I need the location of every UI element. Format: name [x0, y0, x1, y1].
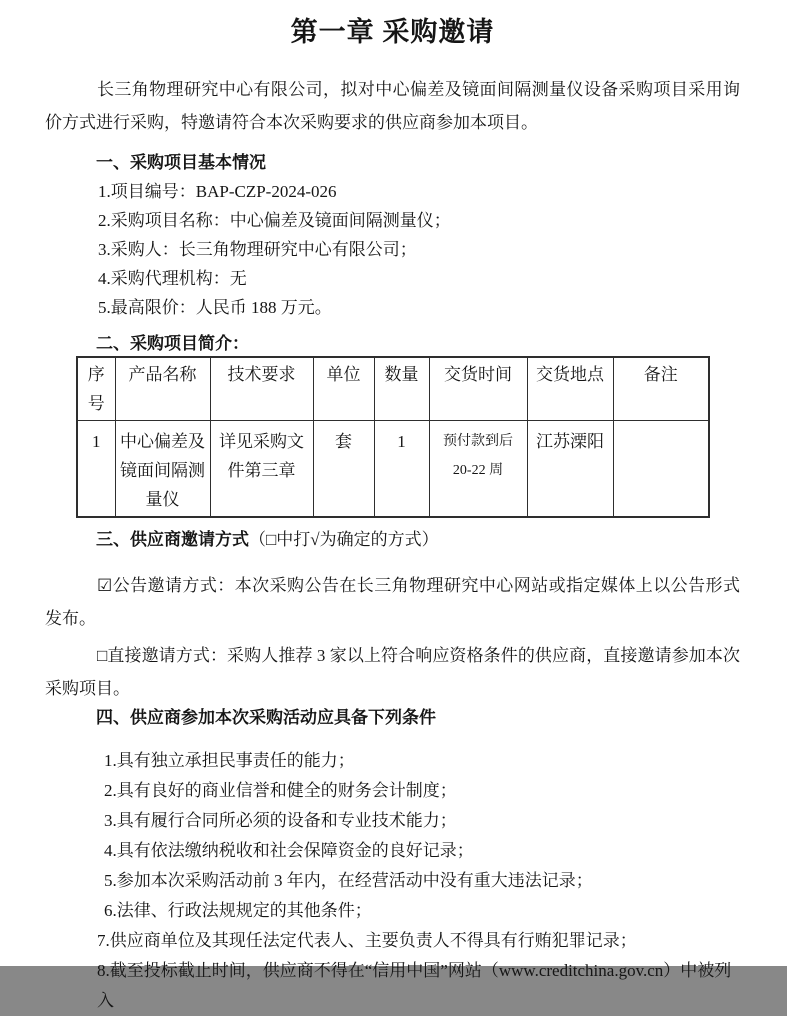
- condition-item-8: 8.截至投标截止时间，供应商不得在“信用中国”网站（www.creditchina.gov.cn）中被列入: [97, 961, 732, 1010]
- condition-item-2: 2.具有良好的商业信誉和健全的财务会计制度；: [104, 781, 457, 800]
- section-1-heading: 一、采购项目基本情况: [96, 153, 266, 172]
- table-header-remark: 备注: [613, 357, 709, 421]
- condition-item-3: 3.具有履行合同所必须的设备和专业技术能力；: [104, 811, 457, 830]
- checkbox-checked-icon: ☑: [97, 576, 113, 595]
- procurement-table: [76, 356, 710, 518]
- table-header-product: 产品名称: [115, 357, 210, 421]
- basic-info-item-agency: 4.采购代理机构：无: [98, 269, 247, 288]
- invitation-option-direct-label: 直接邀请方式：采购人推荐 3 家以上符合响应资格条件的供应商，直接邀请参加本次采购项目。: [45, 646, 740, 698]
- table-cell-delivery-place: 江苏溧阳: [527, 421, 613, 518]
- invitation-option-announcement-label: 公告邀请方式：本次采购公告在长三角物理研究中心网站或指定媒体上以公告形式发布。: [45, 576, 740, 628]
- checkbox-unchecked-icon: □: [97, 646, 108, 665]
- section-3-heading: [45, 530, 740, 550]
- table-header-tech: 技术要求: [210, 357, 313, 421]
- basic-info-item-project-number: 1.项目编号：BAP-CZP-2024-026: [98, 182, 337, 201]
- table-cell-tech: 详见采购文件第三章: [210, 421, 313, 518]
- invitation-option-announcement: [45, 569, 740, 635]
- basic-info-list: [45, 177, 740, 322]
- table-header-unit: 单位: [313, 357, 374, 421]
- condition-item-6: 6.法律、行政法规规定的其他条件；: [104, 901, 372, 920]
- table-header-delivery-time: 交货时间: [429, 357, 527, 421]
- table-header-row: [77, 357, 709, 421]
- basic-info-item-price-limit: 5.最高限价：人民币 188 万元。: [98, 298, 332, 317]
- page-title: 第一章 采购邀请: [290, 17, 495, 47]
- table-cell-qty: 1: [374, 421, 429, 518]
- section-4-heading: 四、供应商参加本次采购活动应具备下列条件: [96, 708, 436, 727]
- table-cell-seq: 1: [77, 421, 115, 518]
- table-cell-delivery-time: 预付款到后 20-22 周: [429, 421, 527, 518]
- condition-item-5: 5.参加本次采购活动前 3 年内，在经营活动中没有重大违法记录；: [104, 871, 593, 890]
- supplier-conditions-list: [45, 746, 740, 1016]
- intro-paragraph: 长三角物理研究中心有限公司，拟对中心偏差及镜面间隔测量仪设备采购项目采用询价方式进行采购，特邀请符合本次采购要求的供应商参加本项目。: [45, 80, 740, 132]
- section-3-heading-bold: 三、供应商邀请方式: [96, 530, 249, 549]
- section-3-heading-note: （□中打√为确定的方式）: [249, 530, 439, 549]
- condition-item-7: 7.供应商单位及其现任法定代表人、主要负责人不得具有行贿犯罪记录；: [97, 931, 637, 950]
- condition-item-1: 1.具有独立承担民事责任的能力；: [104, 751, 355, 770]
- table-row: [77, 421, 709, 518]
- invitation-option-direct: [45, 639, 740, 705]
- basic-info-item-project-name: 2.采购项目名称：中心偏差及镜面间隔测量仪；: [98, 211, 451, 230]
- table-header-qty: 数量: [374, 357, 429, 421]
- condition-item-4: 4.具有依法缴纳税收和社会保障资金的良好记录；: [104, 841, 474, 860]
- table-header-seq: 序号: [77, 357, 115, 421]
- table-cell-remark: [613, 421, 709, 518]
- table-cell-unit: 套: [313, 421, 374, 518]
- basic-info-item-purchaser: 3.采购人：长三角物理研究中心有限公司；: [98, 240, 417, 259]
- table-cell-product: 中心偏差及镜面间隔测量仪: [115, 421, 210, 518]
- section-2-heading: 二、采购项目简介：: [96, 334, 249, 353]
- table-header-delivery-place: 交货地点: [527, 357, 613, 421]
